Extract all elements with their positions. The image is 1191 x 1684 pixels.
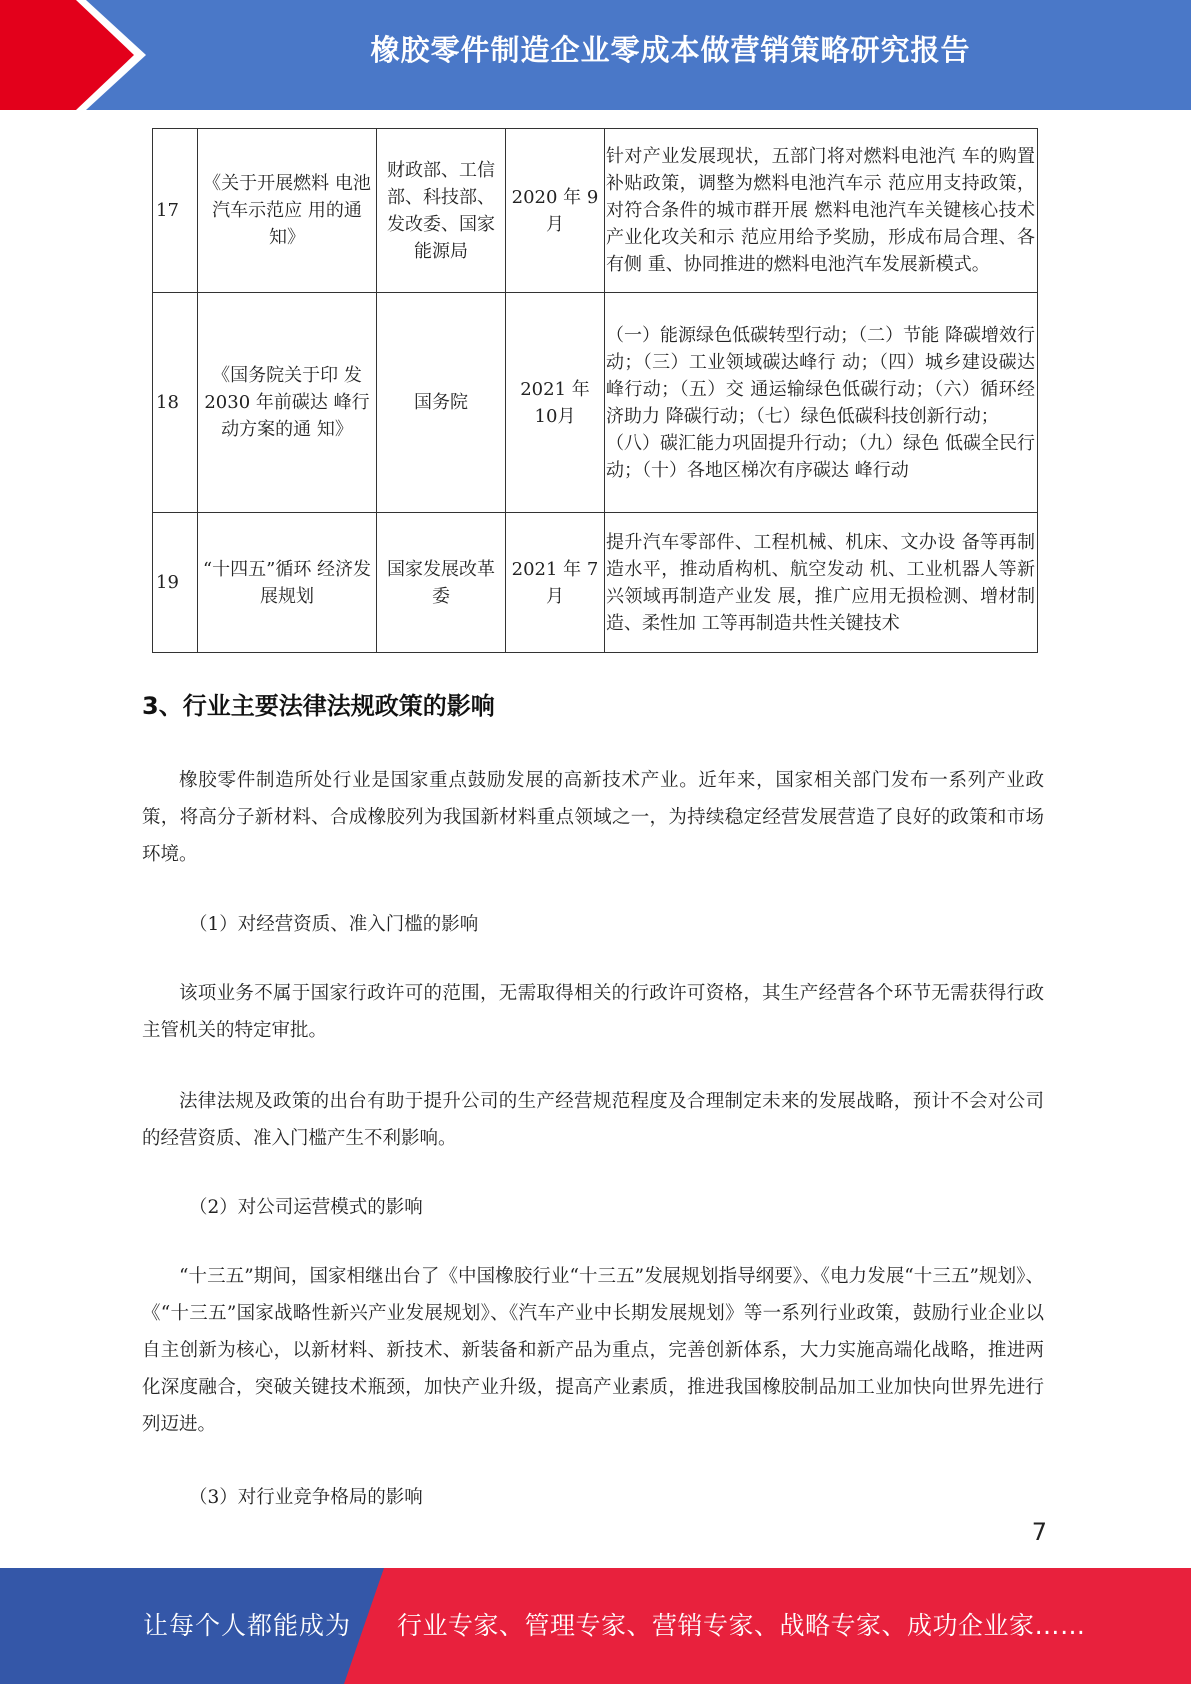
table-row (153, 129, 1038, 293)
policy-name: 《关于开展燃料 电池汽车示范应 用的通知》 (198, 129, 377, 293)
header-arrow-decoration (0, 0, 150, 110)
policy-description-part-1: （一）能源绿色低碳转型行动；（二）节能 降碳增效行动；（三）工业领域碳达峰行 动；（四）城乡建设碳达峰行动；（五）交 通运输绿色低碳行动；（六）循环经济助力 降碳行动；（七）绿色低碳科技创新行动； (606, 324, 1035, 427)
paragraph-regulation-impact: 法律法规及政策的出台有助于提升公司的生产经营规范程度及合理制定未来的发展战略，预计不会对公司的经营资质、准入门槛产生不利影响。 (142, 1091, 1044, 1149)
footer-slogan-left: 让每个人都能成为 (143, 1611, 352, 1640)
policy-description-part-2: （八）碳汇能力巩固提升行动；（九）绿色 低碳全民行动；（十）各地区梯次有序碳达 峰行动 (606, 432, 1035, 481)
section-heading: 3、行业主要法律法规政策的影响 (142, 692, 495, 720)
report-title: 橡胶零件制造企业零成本做营销策略研究报告 (370, 33, 971, 67)
issuing-department: 财政部、工信部、科技部、发改委、国家能源局 (377, 129, 506, 293)
subheading-competition: （3）对行业竞争格局的影响 (189, 1487, 423, 1508)
policy-table (152, 128, 1038, 653)
issue-date: 2021 年 7月 (506, 513, 605, 653)
issue-date: 2021 年 10月 (506, 293, 605, 513)
issue-date: 2020 年 9月 (506, 129, 605, 293)
policy-name: “十四五”循环 经济发展规划 (198, 513, 377, 653)
paragraph-licensing: 该项业务不属于国家行政许可的范围，无需取得相关的行政许可资格，其生产经营各个环节无需获得行政主管机关的特定审批。 (142, 983, 1044, 1041)
row-number: 18 (153, 293, 198, 513)
page-footer (0, 1568, 1191, 1684)
subheading-qualification: （1）对经营资质、准入门槛的影响 (189, 914, 479, 935)
page-number: 7 (1031, 1518, 1047, 1546)
table-row (153, 513, 1038, 653)
issuing-department: 国家发展改革委 (377, 513, 506, 653)
row-number: 19 (153, 513, 198, 653)
page-header (0, 0, 1191, 110)
subheading-operation-mode: （2）对公司运营模式的影响 (189, 1197, 423, 1218)
paragraph-13th-five-year: “十三五”期间，国家相继出台了《中国橡胶行业“十三五”发展规划指导纲要》、《电力发展“十三五”规划》、《“十三五”国家战略性新兴产业发展规划》、《汽车产业中长期发展规划》等一系列行业政策，鼓励行业企业以自主创新为核心，以新材料、新技术、新装备和新产品为重点，完善创新体系，大力实施高端化战略，推进两化深度融合，突破关键技术瓶颈，加快产业升级，提高产业素质，推进我国橡胶制品加工业加快向世界先进行列迈进。 (142, 1266, 1044, 1435)
issuing-department: 国务院 (377, 293, 506, 513)
policy-description: 针对产业发展现状，五部门将对燃料电池汽 车的购置补贴政策，调整为燃料电池汽车示 范应用支持政策，对符合条件的城市群开展 燃料电池汽车关键核心技术产业化攻关和示 范应用给予奖励，形成布局合理、各有侧 重、协同推进的燃料电池汽车发展新模式。 (605, 129, 1038, 293)
table-row (153, 293, 1038, 513)
footer-slogan-right: 行业专家、管理专家、营销专家、战略专家、成功企业家…… (397, 1611, 1086, 1640)
policy-name: 《国务院关于印 发2030 年前碳达 峰行动方案的通 知》 (198, 293, 377, 513)
policy-description: 提升汽车零部件、工程机械、机床、文办设 备等再制造水平，推动盾构机、航空发动 机、工业机器人等新兴领域再制造产业发 展，推广应用无损检测、增材制造、柔性加 工等再制造共性关键技术 (605, 513, 1038, 653)
paragraph-intro: 橡胶零件制造所处行业是国家重点鼓励发展的高新技术产业。近年来，国家相关部门发布一系列产业政策，将高分子新材料、合成橡胶列为我国新材料重点领域之一，为持续稳定经营发展营造了良好的政策和市场环境。 (142, 770, 1044, 865)
policy-description (605, 293, 1038, 513)
row-number: 17 (153, 129, 198, 293)
